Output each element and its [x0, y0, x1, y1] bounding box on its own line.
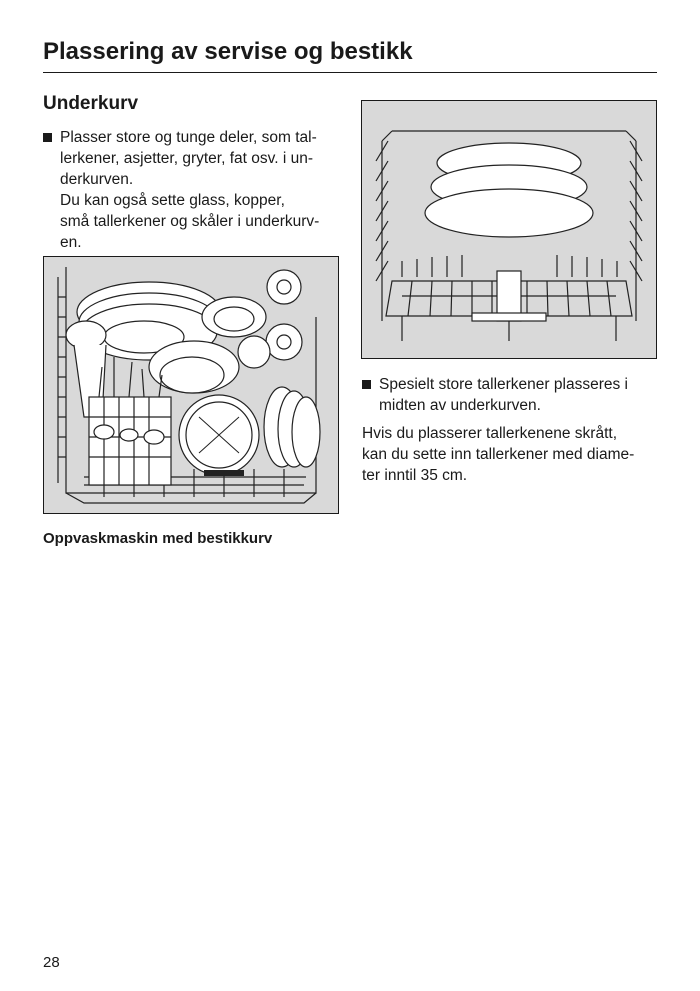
text-line: Plasser store og tunge deler, som tal-	[60, 129, 317, 146]
text-line: Du kan også sette glass, kopper,	[60, 192, 285, 209]
large-plates-illustration	[362, 101, 656, 358]
page-title: Plassering av servise og bestikk	[43, 38, 413, 65]
text-line: Hvis du plasserer tallerkenene skrått,	[362, 425, 618, 442]
section-heading: Underkurv	[43, 93, 139, 114]
figure-caption: Oppvaskmaskin med bestikkurv	[43, 530, 273, 547]
figure-loaded-basket	[43, 256, 339, 514]
page-number: 28	[43, 954, 60, 971]
title-divider	[43, 72, 657, 73]
bullet-text	[379, 374, 628, 416]
text-line: ter inntil 35 cm.	[362, 467, 468, 484]
bullet-square-icon	[43, 133, 52, 142]
text-line: små tallerkener og skåler i underkurv-	[60, 213, 320, 230]
text-line: midten av underkurven.	[379, 397, 541, 414]
text-line: Spesielt store tallerkener plasseres i	[379, 376, 628, 393]
text-line: en.	[60, 234, 82, 251]
bullet-square-icon	[362, 380, 371, 389]
text-line: lerkener, asjetter, gryter, fat osv. i un-	[60, 150, 313, 167]
loaded-basket-illustration	[44, 257, 338, 513]
figure-large-plates	[361, 100, 657, 359]
text-line: derkurven.	[60, 171, 134, 188]
body-paragraph	[362, 423, 634, 486]
text-line: kan du sette inn tallerkener med diame-	[362, 446, 635, 463]
bullet-text	[60, 127, 319, 253]
